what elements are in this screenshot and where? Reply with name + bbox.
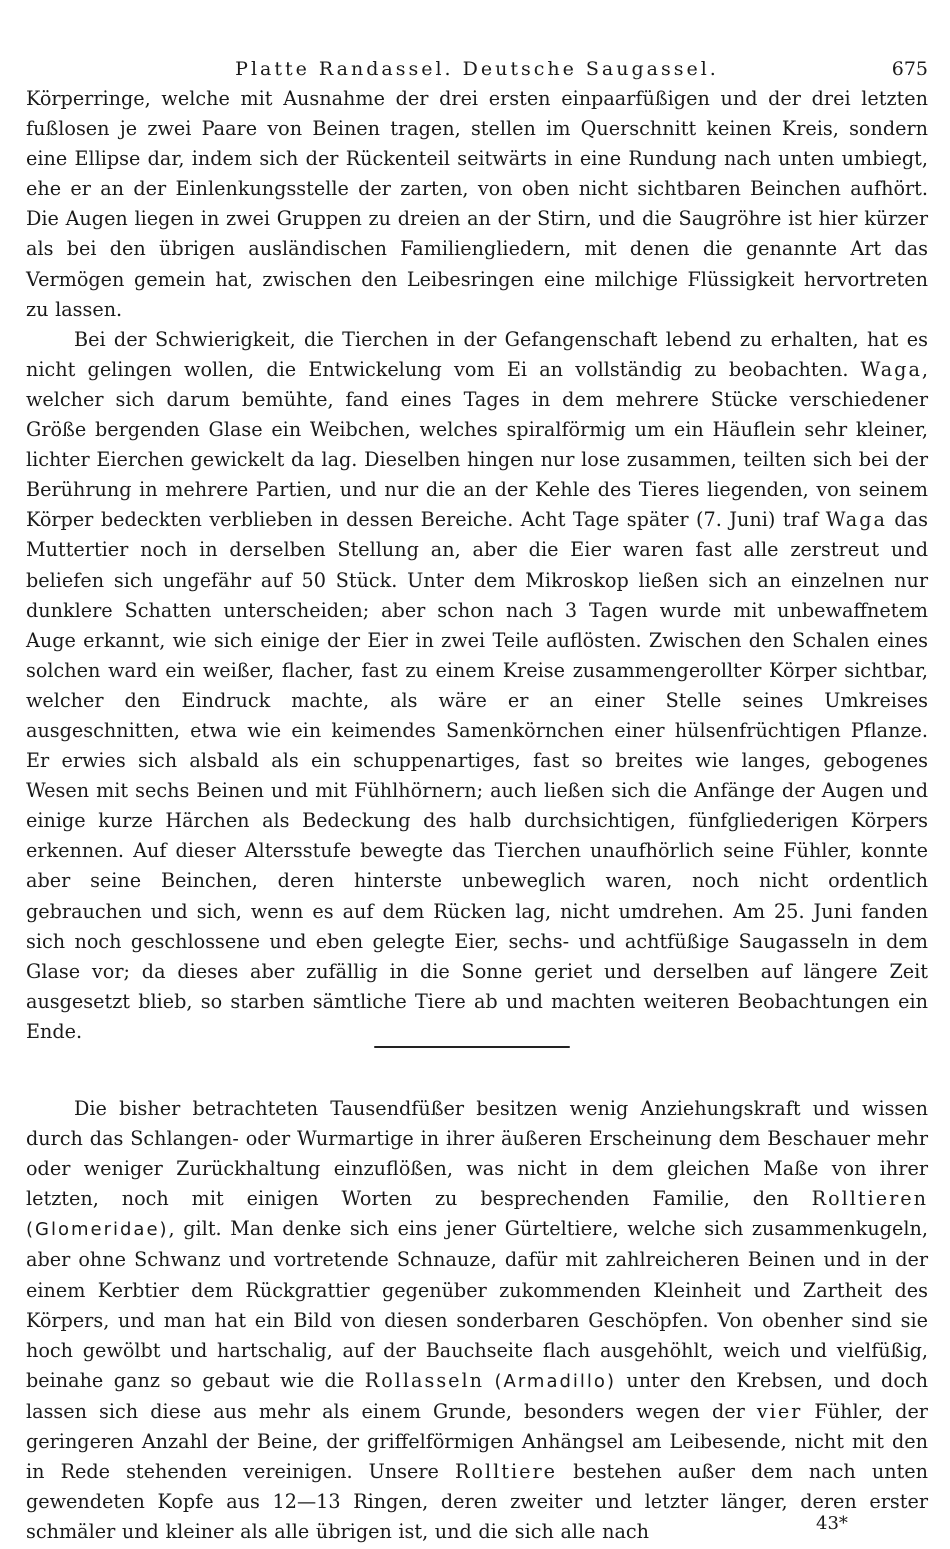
paragraph-development — [26, 325, 928, 1047]
latin-name: (Glomeridae) — [26, 1219, 169, 1241]
taxon-name: Rolltieren — [811, 1187, 928, 1211]
paragraph-text: das Muttertier noch in derselben Stellung an, aber die Eier waren fast alle zerstreut und beliefen sich ungefähr auf 50 Stück. Unter dem Mikroskop ließen sich an einzelnen nur dunklere Schatten unterscheiden; aber schon nach 3 Tagen wurde mit unbewaffnetem Auge erkannt, wie sich einige der Eier in zwei Teile auflösten. Zwischen den Schalen eines solchen ward ein weißer, flacher, fast zu einem Kreise zusammengerollter Körper sichtbar, welcher den Eindruck machte, als wäre er an einer Stelle seines Umkreises ausgeschnitten, etwa wie ein keimendes Samenkörnchen einer hülsenfrüchtigen Pflanze. Er erwies sich alsbald als ein schuppenartiges, fast so breites wie langes, gebogenes Wesen mit sechs Beinen und mit Fühlhörnern; auch ließen sich die Anfänge der Augen und einige kurze Härchen als Bedeckung des halb durchsichtigen, fünfgliederigen Körpers erkennen. Auf dieser Altersstufe bewegte das Tierchen unaufhörlich seine Fühler, konnte aber seine Beinchen, deren hinterste unbeweglich waren, noch nicht ordentlich gebrauchen und sich, wenn es auf dem Rücken lag, nicht umdrehen. Am 25. Juni fanden sich noch geschlossene und eben gelegte Eier, sechs- und achtfüßige Saugasseln in dem Glase vor; da dieses aber zufällig in die Sonne geriet und derselben auf längere Zeit ausgesetzt blieb, so starben sämtliche Tiere ab und machten weiteren Beobachtungen ein Ende. — [26, 508, 928, 1043]
paragraph-text: , gilt. Man denke sich eins jener Gürteltiere, welche sich zusammenkugeln, aber ohne Schwanz und vortretende Schnauze, dafür mit zahlreicheren Beinen und in der einem Kerbtier dem Rückgrattier gegenüber zukommenden Kleinheit und Zartheit des Körpers, und man hat ein Bild von diesen sonderbaren Geschöpfen. Von obenher sind sie hoch gewölbt und hartschalig, auf der Bauchseite flach ausgehöhlt, weich und vielfüßig, beinahe ganz so gebaut wie die — [26, 1217, 928, 1392]
paragraph-text: bestehen außer dem nach unten gewendeten Kopfe aus 12—13 Ringen, deren zweiter und letzter länger, deren erster schmäler und kleiner als alle übrigen ist, und die sich alle nach — [26, 1460, 928, 1544]
taxon-name: Rolltiere — [454, 1460, 557, 1484]
paragraph-text: unter den Krebsen, und doch lassen sich diese aus mehr als einem Grunde, besonders wegen der — [26, 1368, 928, 1423]
paragraph-text: Die bisher betrachteten Tausendfüßer besitzen wenig Anziehungskraft und wissen durch das Schlangen- oder Wurmartige in ihrer äußeren Erscheinung dem Beschauer mehr oder weniger Zurückhaltung einzuflößen, was nicht in dem gleichen Maße von ihrer letzten, noch mit einigen Worten zu besprechenden Familie, den — [26, 1097, 928, 1211]
sheet-signature: 43* — [816, 1513, 848, 1534]
emphasis: vier — [756, 1399, 803, 1423]
paragraph-text: Bei der Schwierigkeit, die Tierchen in der Gefangenschaft lebend zu erhalten, hat es nicht gelingen wollen, die Entwickelung vom Ei an vollständig zu beobachten. — [26, 327, 928, 381]
taxon-name: Rollasseln — [364, 1368, 485, 1392]
section-divider — [374, 1046, 570, 1048]
text-block-lower — [26, 1094, 928, 1547]
book-page — [26, 0, 928, 1549]
latin-name: (Armadillo) — [494, 1370, 616, 1392]
running-head — [26, 54, 928, 84]
author-name: Waga — [825, 508, 887, 532]
page-number: 675 — [891, 58, 928, 80]
text-block-upper — [26, 84, 928, 1047]
paragraph-continuation: Körperringe, welche mit Ausnahme der drei ersten einpaarfüßigen und der drei letzten fußlosen je zwei Paare von Beinen tragen, stellen im Querschnitt keinen Kreis, sondern eine Ellipse dar, indem sich der Rückenteil seitwärts in eine Rundung nach unten umbiegt, ehe er an der Einlenkungsstelle der zarten, von oben nicht sichtbaren Beinchen aufhört. Die Augen liegen in zwei Gruppen zu dreien an der Stirn, und die Saugröhre ist hier kürzer als bei den übrigen ausländischen Familiengliedern, mit denen die genannte Art das Vermögen gemein hat, zwischen den Leibesringen eine milchige Flüssigkeit hervortreten zu lassen. — [26, 87, 928, 321]
author-name: Waga — [860, 357, 922, 381]
running-title: Platte Randassel. Deutsche Saugassel. — [235, 58, 719, 80]
paragraph-text: , welcher sich darum bemühte, fand eines Tages in dem mehrere Stücke verschiedener Größe bergenden Glase ein Weibchen, welches spiralförmig um ein Häuflein sehr kleiner, lichter Eierchen gewickelt da lag. Dieselben hingen nur lose zusammen, teilten sich bei der Berührung in mehrere Partien, und nur die an der Kehle des Tieres liegenden, von seinem Körper bedeckten verblieben in dessen Bereiche. Acht Tage später (7. Juni) traf — [26, 357, 928, 532]
paragraph-glomeridae — [26, 1094, 928, 1547]
paragraph-text: Fühler, der geringeren Anzahl der Beine, der griffelförmigen Anhängsel am Leibesende, nicht mit den in Rede stehenden vereinigen. Unsere — [26, 1399, 928, 1484]
